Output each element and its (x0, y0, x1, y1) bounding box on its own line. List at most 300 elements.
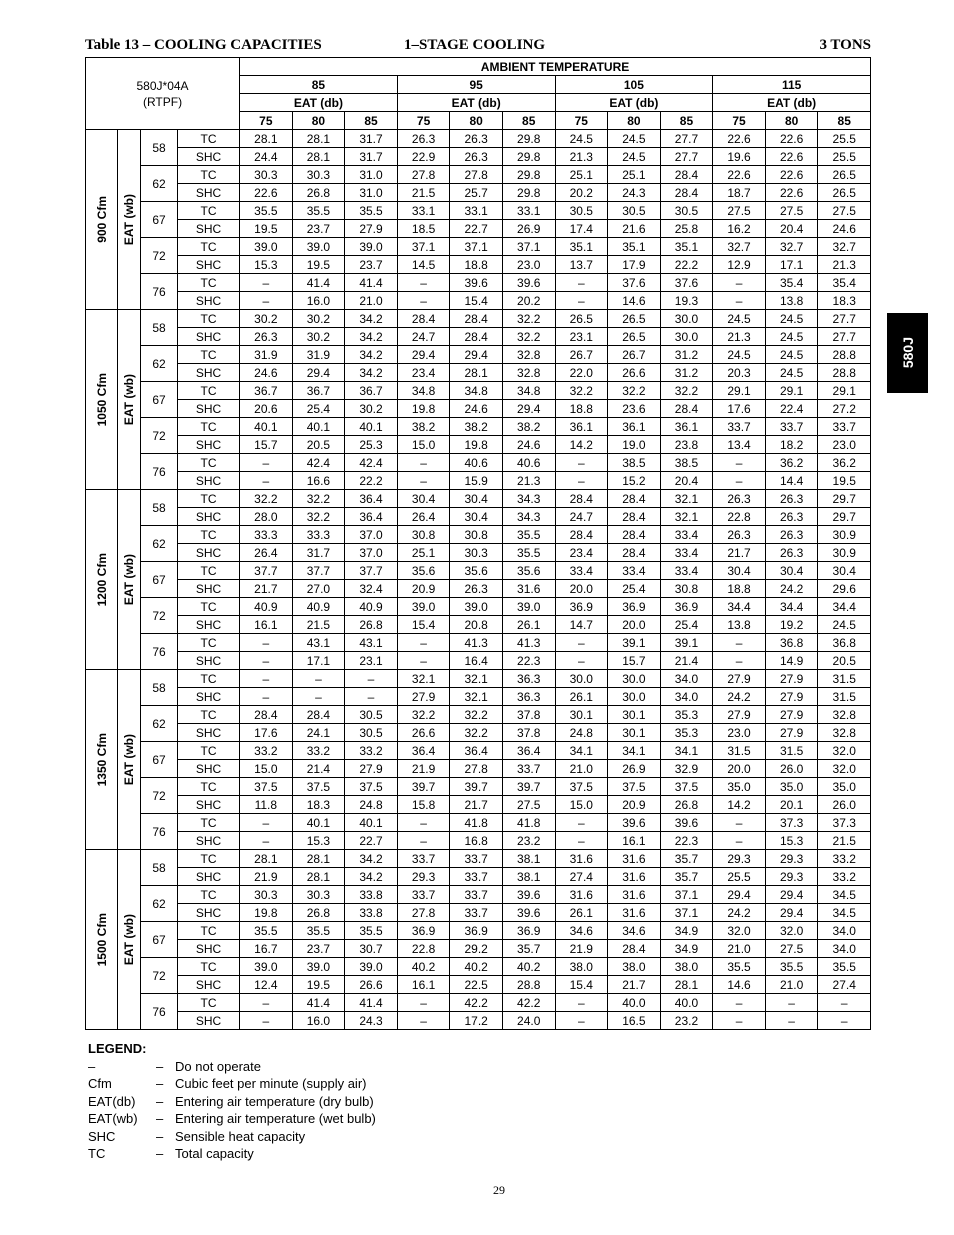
capacity-cell: 24.6 (818, 220, 871, 238)
shc-row-label: SHC (178, 508, 240, 526)
capacity-cell: 36.4 (397, 742, 450, 760)
capacity-cell: 28.1 (292, 868, 345, 886)
capacity-cell: – (240, 994, 293, 1012)
eat-wb-group-label (118, 670, 141, 850)
capacity-cell: 15.0 (240, 760, 293, 778)
capacity-cell: 17.1 (292, 652, 345, 670)
capacity-cell: 30.1 (555, 706, 608, 724)
eat-wb-label: EAT (wb) (122, 193, 136, 246)
capacity-cell: 25.4 (608, 580, 661, 598)
capacity-cell: 33.7 (450, 886, 503, 904)
capacity-cell: 27.4 (555, 868, 608, 886)
capacity-cell: 20.0 (713, 760, 766, 778)
capacity-cell: 31.6 (555, 850, 608, 868)
capacity-cell: 40.9 (292, 598, 345, 616)
capacity-cell: 24.2 (713, 904, 766, 922)
capacity-cell: 32.2 (450, 706, 503, 724)
capacity-cell: – (713, 472, 766, 490)
capacity-cell: 29.8 (502, 184, 555, 202)
table-row (86, 454, 871, 472)
capacity-cell: – (555, 652, 608, 670)
capacity-cell: 22.3 (660, 832, 713, 850)
eat-db-value: 85 (660, 112, 713, 130)
shc-row-label: SHC (178, 220, 240, 238)
capacity-cell: 24.5 (608, 130, 661, 148)
capacity-cell: 34.2 (345, 868, 398, 886)
capacity-cell: 23.1 (555, 328, 608, 346)
capacity-cell: 15.8 (397, 796, 450, 814)
stage-label: 1–STAGE COOLING (404, 37, 545, 53)
capacity-cell: 29.4 (765, 904, 818, 922)
capacity-cell: 25.7 (450, 184, 503, 202)
capacity-cell: 19.5 (240, 220, 293, 238)
capacity-cell: 26.5 (555, 310, 608, 328)
capacity-cell: 33.3 (292, 526, 345, 544)
table-row (86, 292, 871, 310)
capacity-cell: 30.3 (240, 886, 293, 904)
capacity-cell: 35.5 (240, 202, 293, 220)
capacity-cell: 28.8 (818, 364, 871, 382)
capacity-cell: 33.7 (502, 760, 555, 778)
capacity-cell: 32.7 (818, 238, 871, 256)
capacity-cell: 31.0 (345, 184, 398, 202)
capacity-cell: 29.4 (450, 346, 503, 364)
capacity-cell: 37.1 (502, 238, 555, 256)
capacity-cell: 28.1 (292, 148, 345, 166)
capacity-cell: 31.6 (608, 904, 661, 922)
table-row (86, 868, 871, 886)
capacity-cell: 15.3 (292, 832, 345, 850)
capacity-cell: 35.6 (450, 562, 503, 580)
capacity-cell: 32.7 (713, 238, 766, 256)
capacity-cell: 25.5 (713, 868, 766, 886)
shc-row-label: SHC (178, 436, 240, 454)
capacity-cell: 20.5 (292, 436, 345, 454)
table-row (86, 544, 871, 562)
capacity-cell: 36.4 (450, 742, 503, 760)
capacity-cell: 15.3 (765, 832, 818, 850)
capacity-cell: 21.5 (292, 616, 345, 634)
capacity-cell: 37.5 (292, 778, 345, 796)
capacity-cell: 27.7 (660, 130, 713, 148)
capacity-cell: – (555, 1012, 608, 1030)
capacity-cell: 30.3 (240, 166, 293, 184)
capacity-cell: 24.6 (502, 436, 555, 454)
capacity-cell: 29.1 (713, 382, 766, 400)
capacity-cell: 15.7 (608, 652, 661, 670)
capacity-cell: 28.1 (240, 850, 293, 868)
capacity-cell: 30.2 (292, 310, 345, 328)
table-row (86, 1012, 871, 1030)
capacity-cell: 23.2 (660, 1012, 713, 1030)
capacity-cell: 30.2 (345, 400, 398, 418)
eat-db-value: 85 (818, 112, 871, 130)
legend-dash: – (156, 1093, 164, 1109)
capacity-cell: 19.6 (713, 148, 766, 166)
capacity-cell: 29.4 (397, 346, 450, 364)
capacity-cell: – (240, 472, 293, 490)
capacity-cell: 39.0 (240, 958, 293, 976)
eat-db-value: 80 (292, 112, 345, 130)
legend-items (88, 1058, 376, 1163)
capacity-cell: 16.0 (292, 1012, 345, 1030)
eat-wb-value: 67 (141, 742, 178, 778)
capacity-cell: 24.2 (713, 688, 766, 706)
eat-wb-value: 58 (141, 670, 178, 706)
model-code: (RTPF) (142, 94, 183, 109)
capacity-cell: 34.0 (818, 940, 871, 958)
capacity-cell: 25.1 (608, 166, 661, 184)
capacity-cell: 30.0 (608, 670, 661, 688)
table-body (86, 130, 871, 1030)
capacity-cell: 21.9 (240, 868, 293, 886)
tc-row-label: TC (178, 490, 240, 508)
capacity-cell: – (292, 670, 345, 688)
capacity-cell: 19.8 (240, 904, 293, 922)
table-row (86, 760, 871, 778)
section-tab (887, 313, 928, 393)
capacity-cell: 35.5 (345, 202, 398, 220)
capacity-cell: – (713, 832, 766, 850)
capacity-cell: – (292, 688, 345, 706)
capacity-cell: 38.0 (555, 958, 608, 976)
capacity-cell: 26.6 (397, 724, 450, 742)
capacity-cell: 35.7 (660, 850, 713, 868)
capacity-cell: 37.8 (502, 724, 555, 742)
capacity-cell: 33.7 (713, 418, 766, 436)
capacity-cell: 17.6 (713, 400, 766, 418)
capacity-cell: 25.5 (818, 130, 871, 148)
tc-row-label: TC (178, 850, 240, 868)
table-row (86, 850, 871, 868)
capacity-cell: 21.0 (713, 940, 766, 958)
capacity-cell: 20.4 (660, 472, 713, 490)
capacity-cell: 21.4 (660, 652, 713, 670)
tc-row-label: TC (178, 886, 240, 904)
capacity-cell: 26.8 (345, 616, 398, 634)
capacity-cell: – (397, 634, 450, 652)
capacity-cell: 39.7 (502, 778, 555, 796)
capacity-cell: 38.2 (450, 418, 503, 436)
capacity-cell: – (713, 1012, 766, 1030)
capacity-cell: 43.1 (292, 634, 345, 652)
capacity-cell: 28.4 (660, 184, 713, 202)
capacity-cell: 14.5 (397, 256, 450, 274)
capacity-cell: 37.3 (818, 814, 871, 832)
table-row (86, 670, 871, 688)
capacity-cell: 39.0 (502, 598, 555, 616)
capacity-cell: 27.9 (765, 724, 818, 742)
capacity-cell: 28.4 (608, 544, 661, 562)
capacity-cell: 28.4 (608, 526, 661, 544)
eat-wb-value: 58 (141, 310, 178, 346)
capacity-cell: 32.2 (292, 490, 345, 508)
capacity-cell: 15.4 (397, 616, 450, 634)
capacity-cell: 28.8 (502, 976, 555, 994)
capacity-cell: 36.9 (397, 922, 450, 940)
capacity-cell: 21.0 (555, 760, 608, 778)
capacity-cell: 22.2 (660, 256, 713, 274)
capacity-cell: 26.8 (660, 796, 713, 814)
capacity-cell: – (555, 994, 608, 1012)
capacity-cell: 30.4 (450, 508, 503, 526)
capacity-cell: – (345, 670, 398, 688)
capacity-cell: 28.4 (660, 400, 713, 418)
capacity-cell: 28.4 (608, 508, 661, 526)
shc-row-label: SHC (178, 868, 240, 886)
capacity-cell: 22.6 (713, 166, 766, 184)
capacity-cell: 34.2 (345, 850, 398, 868)
capacity-cell: – (397, 292, 450, 310)
capacity-cell: 16.1 (608, 832, 661, 850)
capacity-cell: 41.4 (345, 274, 398, 292)
capacity-cell: – (555, 472, 608, 490)
capacity-cell: 13.4 (713, 436, 766, 454)
capacity-cell: 31.6 (502, 580, 555, 598)
capacity-cell: 41.4 (292, 274, 345, 292)
cooling-capacity-table (85, 57, 871, 1030)
eat-db-value: 75 (713, 112, 766, 130)
capacity-cell: 25.3 (345, 436, 398, 454)
eat-wb-value: 58 (141, 850, 178, 886)
capacity-cell: 21.9 (555, 940, 608, 958)
ambient-temp-115: 115 (713, 76, 871, 94)
capacity-cell: 37.8 (502, 706, 555, 724)
capacity-cell: 27.9 (765, 670, 818, 688)
eat-wb-value: 62 (141, 346, 178, 382)
table-row (86, 706, 871, 724)
capacity-cell: 30.3 (292, 886, 345, 904)
capacity-cell: 24.5 (765, 364, 818, 382)
capacity-cell: 34.5 (818, 904, 871, 922)
capacity-cell: 30.0 (608, 688, 661, 706)
capacity-cell: 32.4 (345, 580, 398, 598)
eat-wb-label: EAT (wb) (122, 373, 136, 426)
capacity-cell: 28.4 (450, 328, 503, 346)
capacity-cell: 39.0 (345, 958, 398, 976)
capacity-cell: 33.2 (818, 850, 871, 868)
eat-wb-value: 72 (141, 598, 178, 634)
capacity-cell: 31.0 (345, 166, 398, 184)
capacity-cell: 39.6 (608, 814, 661, 832)
capacity-cell: 14.2 (713, 796, 766, 814)
capacity-cell: – (765, 1012, 818, 1030)
capacity-cell: 21.7 (713, 544, 766, 562)
capacity-cell: 23.0 (502, 256, 555, 274)
capacity-cell: 36.8 (818, 634, 871, 652)
capacity-cell: 21.3 (713, 328, 766, 346)
capacity-cell: 36.9 (555, 598, 608, 616)
capacity-cell: 16.8 (450, 832, 503, 850)
table-row (86, 274, 871, 292)
eat-wb-value: 76 (141, 274, 178, 310)
capacity-cell: 35.6 (502, 562, 555, 580)
capacity-cell: 34.2 (345, 364, 398, 382)
capacity-cell: 34.3 (502, 508, 555, 526)
capacity-cell: 33.4 (660, 562, 713, 580)
eat-wb-value: 76 (141, 454, 178, 490)
capacity-cell: 20.0 (555, 580, 608, 598)
capacity-cell: 39.6 (502, 274, 555, 292)
capacity-cell: 31.2 (660, 364, 713, 382)
capacity-cell: 27.9 (345, 760, 398, 778)
shc-row-label: SHC (178, 760, 240, 778)
table-row (86, 742, 871, 760)
capacity-cell: 11.8 (240, 796, 293, 814)
capacity-cell: 26.3 (713, 490, 766, 508)
capacity-cell: 39.7 (397, 778, 450, 796)
capacity-cell: 28.0 (240, 508, 293, 526)
capacity-cell: – (240, 832, 293, 850)
capacity-cell: 25.1 (555, 166, 608, 184)
tc-row-label: TC (178, 202, 240, 220)
capacity-cell: 37.0 (345, 544, 398, 562)
capacity-cell: 37.0 (345, 526, 398, 544)
capacity-cell: – (240, 634, 293, 652)
tc-row-label: TC (178, 454, 240, 472)
shc-row-label: SHC (178, 580, 240, 598)
tc-row-label: TC (178, 238, 240, 256)
capacity-cell: 28.1 (292, 130, 345, 148)
capacity-cell: 28.1 (240, 130, 293, 148)
capacity-cell: 24.5 (765, 346, 818, 364)
tc-row-label: TC (178, 742, 240, 760)
capacity-cell: 19.0 (608, 436, 661, 454)
capacity-cell: 32.1 (450, 670, 503, 688)
legend-abbreviation: EAT(wb) (88, 1111, 138, 1126)
capacity-cell: 15.4 (450, 292, 503, 310)
capacity-cell: 26.6 (608, 364, 661, 382)
capacity-cell: 30.4 (765, 562, 818, 580)
capacity-cell: 29.3 (765, 868, 818, 886)
capacity-cell: 26.3 (713, 526, 766, 544)
capacity-cell: 30.0 (660, 328, 713, 346)
capacity-cell: – (240, 814, 293, 832)
capacity-cell: 33.4 (660, 544, 713, 562)
capacity-cell: 36.4 (345, 490, 398, 508)
capacity-cell: 26.3 (765, 508, 818, 526)
capacity-cell: 34.4 (818, 598, 871, 616)
table-row (86, 364, 871, 382)
capacity-cell: 32.2 (397, 706, 450, 724)
legend-row (88, 1110, 376, 1128)
table-row (86, 778, 871, 796)
capacity-cell: 29.2 (450, 940, 503, 958)
table-title: Table 13 – COOLING CAPACITIES (85, 37, 322, 53)
capacity-cell: 33.4 (555, 562, 608, 580)
capacity-cell: 25.4 (660, 616, 713, 634)
capacity-cell: 21.3 (502, 472, 555, 490)
capacity-cell: 32.2 (660, 382, 713, 400)
capacity-cell: 37.7 (240, 562, 293, 580)
capacity-cell: – (397, 832, 450, 850)
capacity-cell: 15.0 (555, 796, 608, 814)
capacity-cell: 22.8 (713, 508, 766, 526)
capacity-cell: 27.9 (397, 688, 450, 706)
ambient-temperature-header: AMBIENT TEMPERATURE (240, 58, 871, 76)
capacity-cell: 28.4 (555, 490, 608, 508)
capacity-cell: 20.2 (555, 184, 608, 202)
capacity-cell: 37.5 (345, 778, 398, 796)
table-row (86, 130, 871, 148)
capacity-cell: 24.5 (608, 148, 661, 166)
capacity-cell: 19.2 (765, 616, 818, 634)
table-row (86, 562, 871, 580)
capacity-cell: 39.0 (450, 598, 503, 616)
capacity-cell: 35.3 (660, 724, 713, 742)
capacity-cell: 28.4 (608, 490, 661, 508)
tc-row-label: TC (178, 994, 240, 1012)
capacity-cell: – (240, 652, 293, 670)
capacity-cell: 20.1 (765, 796, 818, 814)
capacity-cell: – (765, 994, 818, 1012)
eat-wb-value: 67 (141, 382, 178, 418)
capacity-cell: 16.1 (240, 616, 293, 634)
capacity-cell: 29.8 (502, 166, 555, 184)
capacity-cell: 36.7 (292, 382, 345, 400)
capacity-cell: 27.8 (450, 166, 503, 184)
capacity-cell: 41.4 (345, 994, 398, 1012)
capacity-cell: – (555, 634, 608, 652)
capacity-cell: 31.7 (345, 130, 398, 148)
capacity-cell: 21.0 (765, 976, 818, 994)
capacity-cell: 19.5 (292, 256, 345, 274)
tc-row-label: TC (178, 958, 240, 976)
capacity-cell: 34.6 (555, 922, 608, 940)
tc-row-label: TC (178, 922, 240, 940)
table-row (86, 886, 871, 904)
model-number: 580J*04A (136, 78, 189, 93)
table-row (86, 202, 871, 220)
capacity-cell: 38.0 (608, 958, 661, 976)
capacity-cell: 14.6 (713, 976, 766, 994)
capacity-cell: – (397, 274, 450, 292)
legend-dash: – (156, 1128, 164, 1144)
capacity-cell: 26.3 (450, 130, 503, 148)
eat-wb-value: 72 (141, 238, 178, 274)
capacity-cell: 27.5 (502, 796, 555, 814)
capacity-cell: 40.1 (345, 418, 398, 436)
capacity-cell: 23.0 (818, 436, 871, 454)
table-row (86, 922, 871, 940)
eat-db-value: 75 (397, 112, 450, 130)
capacity-cell: 39.7 (450, 778, 503, 796)
eat-db-value: 85 (345, 112, 398, 130)
tonnage-label: 3 TONS (819, 37, 871, 53)
capacity-cell: 36.9 (660, 598, 713, 616)
cfm-label: 1200 Cfm (94, 552, 109, 607)
capacity-cell: 40.1 (292, 814, 345, 832)
capacity-cell: 28.4 (555, 526, 608, 544)
capacity-cell: 36.2 (765, 454, 818, 472)
capacity-cell: 32.1 (660, 508, 713, 526)
capacity-cell: 27.9 (713, 706, 766, 724)
eat-wb-label: EAT (wb) (122, 913, 136, 966)
capacity-cell: 26.8 (292, 904, 345, 922)
capacity-cell: 30.8 (450, 526, 503, 544)
capacity-cell: 21.4 (292, 760, 345, 778)
capacity-cell: 18.3 (818, 292, 871, 310)
capacity-cell: 35.1 (660, 238, 713, 256)
capacity-cell: 14.4 (765, 472, 818, 490)
tc-row-label: TC (178, 562, 240, 580)
capacity-cell: 17.4 (555, 220, 608, 238)
capacity-cell: 28.4 (660, 166, 713, 184)
table-row (86, 652, 871, 670)
capacity-cell: 34.1 (555, 742, 608, 760)
table-row (86, 436, 871, 454)
legend-description: Total capacity (175, 1146, 254, 1161)
